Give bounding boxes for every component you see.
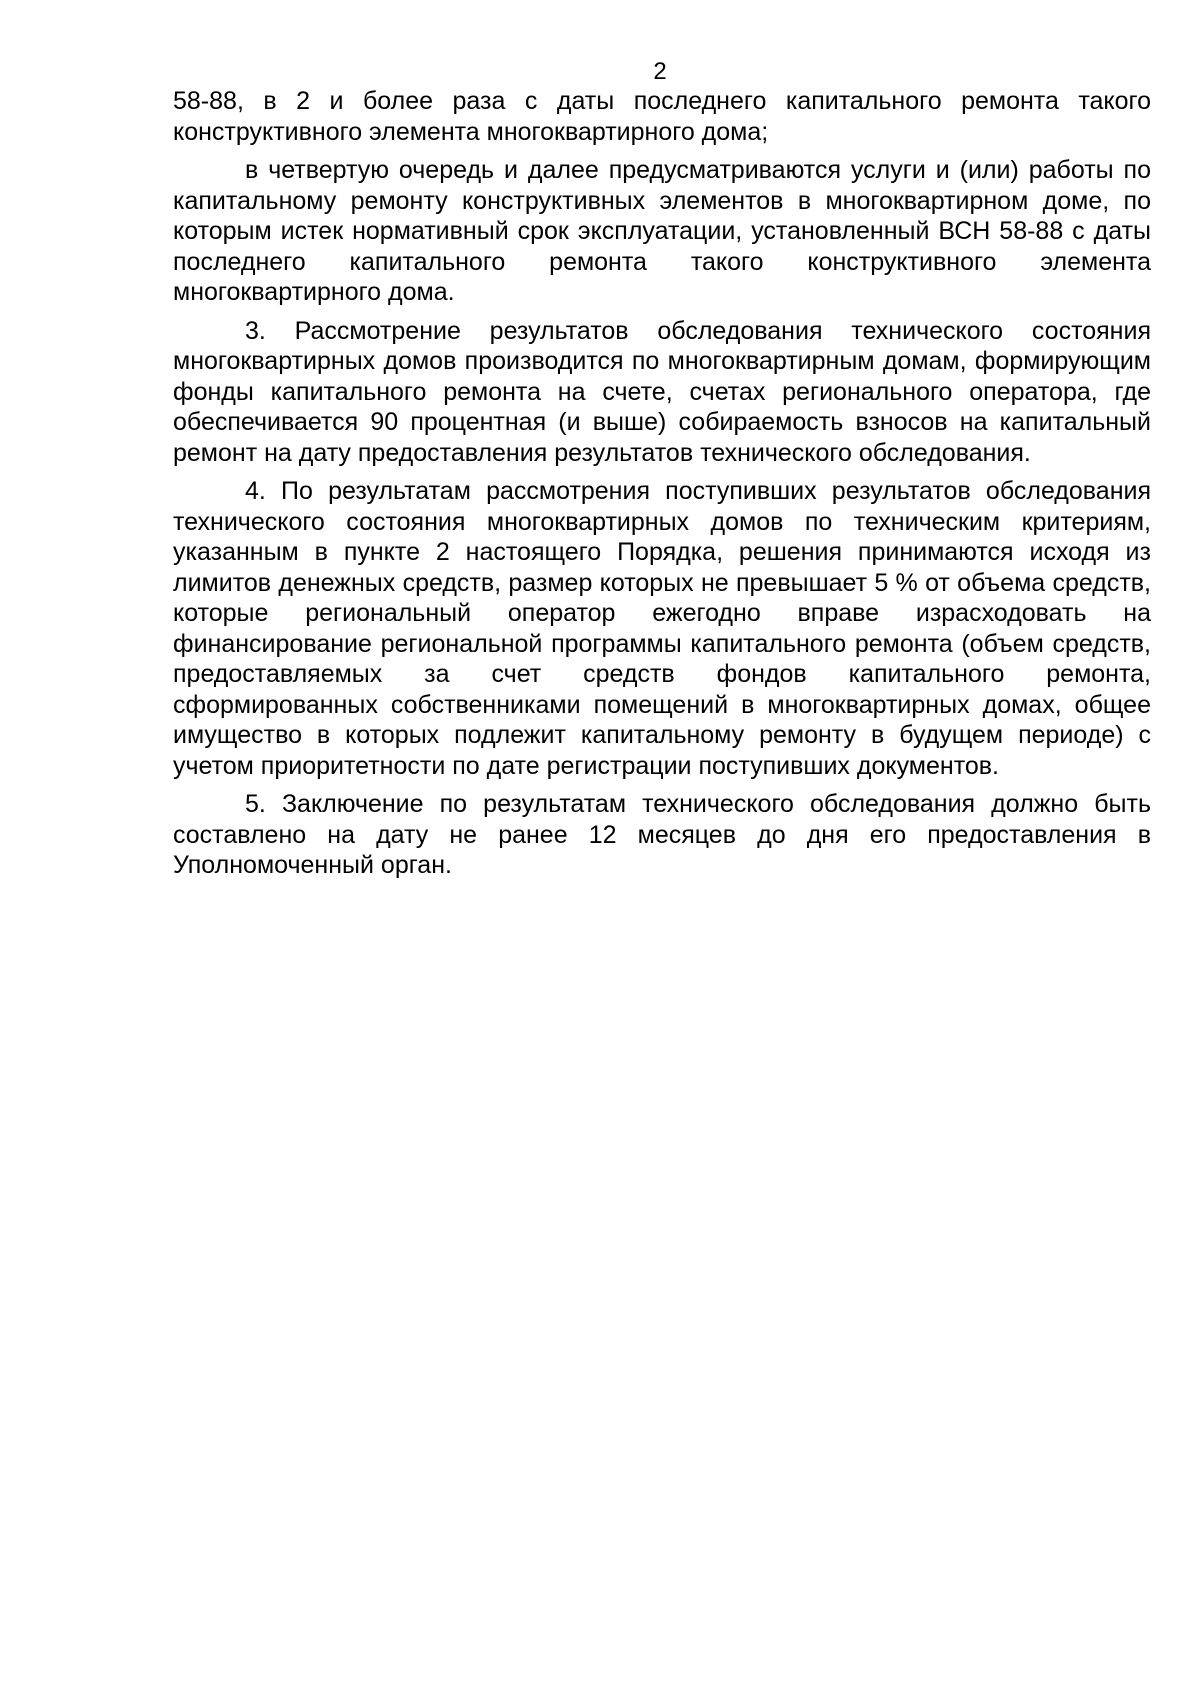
page-number: 2 (653, 58, 667, 85)
paragraph-continuation: 58-88, в 2 и более раза с даты последнего капитального ремонта такого конструктивного элемента многоквартирного дома; (173, 87, 1151, 146)
paragraph-item-3: 3. Рассмотрение результатов обследования технического состояния многоквартирных домов производится по многоквартирным домам, формирующим фонды капитального ремонта на счете, счетах регионального оператора, где обеспечивается 90 процентная (и выше) собираемость взносов на капитальный ремонт на дату предоставления результатов технического обследования. (173, 316, 1151, 467)
paragraph-item-4: 4. По результатам рассмотрения поступивших результатов обследования технического состояния многоквартирных домов по техническим критериям, указанным в пункте 2 настоящего Порядка, решения принимаются исходя из лимитов денежных средств, размер которых не превышает 5 % от объема средств, которые региональный оператор ежегодно вправе израсходовать на финансирование региональной программы капитального ремонта (объем средств, предоставляемых за счет средств фондов капитального ремонта, сформированных собственниками помещений в многоквартирных домах, общее имущество в которых подлежит капитальному ремонту в будущем периоде) с учетом приоритетности по дате регистрации поступивших документов. (173, 477, 1151, 780)
document-body (173, 86, 1151, 889)
paragraph-item-5: 5. Заключение по результатам технического обследования должно быть составлено на дату не ранее 12 месяцев до дня его предоставления в Уполномоченный орган. (173, 790, 1151, 879)
paragraph-fourth-priority: в четвертую очередь и далее предусматриваются услуги и (или) работы по капитальному ремонту конструктивных элементов в многоквартирном доме, по которым истек нормативный срок эксплуатации, установленный ВСН 58-88 с даты последнего капитального ремонта такого конструктивного элемента многоквартирного дома. (173, 156, 1151, 306)
